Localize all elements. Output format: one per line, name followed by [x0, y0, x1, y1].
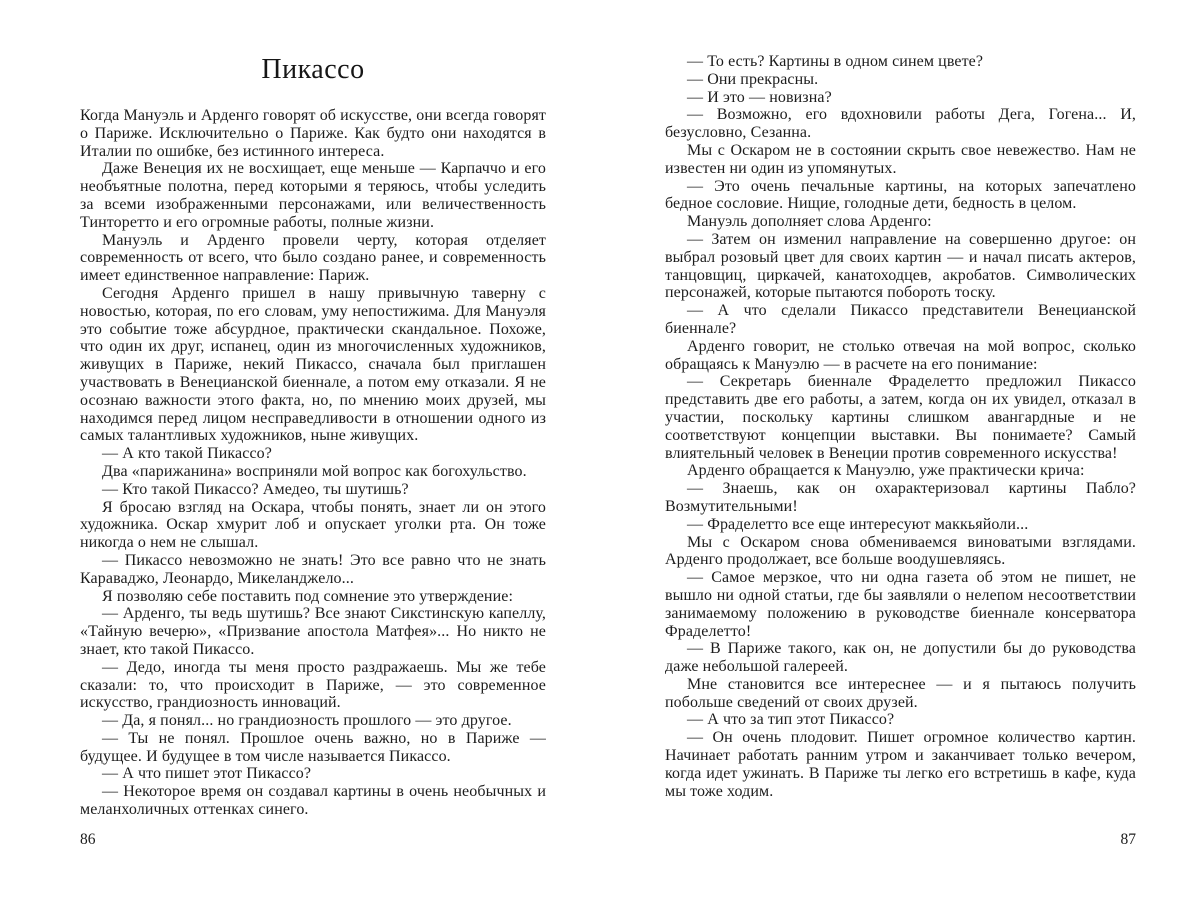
paragraph: Два «парижанина» восприняли мой вопрос как богохульство. [102, 462, 527, 480]
paragraph: — Секретарь биеннале Фраделетто предложил Пикассо представить две его работы, а затем, когда он их увидел, отказал в участии, поскольку картины слишком авангардные и не соответствуют концепции выставки. Вы понимаете? Самый влиятельный человек в Венеции против современного искусства! [665, 373, 1136, 462]
paragraph: — А кто такой Пикассо? [102, 445, 272, 463]
paragraph: Мне становится все интереснее — и я пытаюсь получить побольше сведений от своих друзей. [665, 675, 1136, 711]
paragraph: — Это очень печальные картины, на которых запечатлено бедное сословие. Нищие, голодные дети, бедность в целом. [665, 177, 1136, 213]
paragraph: Мануэль дополняет слова Арденго: [687, 213, 932, 231]
paragraph: Когда Мануэль и Арденго говорят об искусстве, они всегда говорят о Париже. Исключительно о Париже. Как будто они находятся в Италии по ошибке, без истинного интереса. [80, 107, 546, 160]
paragraph: Арденго обращается к Мануэлю, уже практически крича: [687, 462, 1085, 480]
paragraph: — Возможно, его вдохновили работы Дега, Гогена... И, безусловно, Сезанна. [665, 106, 1136, 142]
paragraph: — Они прекрасны. [687, 70, 819, 88]
paragraph: — Он очень плодовит. Пишет огромное количество картин. Начинает работать ранним утром и заканчивает только вечером, когда идет ужинать. В Париже ты легко его встретишь в кафе, куда мы тоже ходим. [665, 729, 1136, 800]
paragraph: — Пикассо невозможно не знать! Это все равно что не знать Караваджо, Леонардо, Микеланджело... [80, 551, 546, 587]
paragraph: — Самое мерзкое, что ни одна газета об этом не пишет, не вышло ни одной статьи, где бы заявляли о нелепом несоответствии занимаемому положению в руководстве биеннале консерватора Фраделетто! [665, 569, 1136, 640]
paragraph: — Затем он изменил направление на совершенно другое: он выбрал розовый цвет для своих картин — и начал писать актеров, танцовщиц, циркачей, канатоходцев, акробатов. Символических персонажей, которые пытаются побороть тоску. [665, 230, 1136, 302]
chapter-title: Пикассо [261, 54, 365, 85]
page-number-right: 87 [1120, 831, 1136, 848]
paragraph: Мы с Оскаром снова обмениваемся виноватыми взглядами. Арденго продолжает, все больше воодушевляясь. [665, 533, 1136, 569]
paragraph: — А что сделали Пикассо представители Венецианской биеннале? [665, 302, 1136, 337]
page-number-left: 86 [80, 831, 96, 848]
paragraph: Арденго говорит, не столько отвечая на мой вопрос, сколько обращаясь к Мануэлю — в расчете на его понимание: [665, 337, 1136, 373]
page-left-text-column [80, 107, 546, 819]
paragraph: — Фраделетто все еще интересуют маккьяйоли... [687, 515, 1029, 533]
paragraph: — Кто такой Пикассо? Амедео, ты шутишь? [102, 480, 409, 498]
paragraph: Мы с Оскаром не в состоянии скрыть свое невежество. Нам не известен ни один из упомянутых. [665, 141, 1136, 177]
paragraph: — Да, я понял... но грандиозность прошлого — это другое. [102, 712, 512, 730]
paragraph: Сегодня Арденго пришел в нашу привычную таверну с новостью, которая, по его словам, уму непостижима. Для Мануэля это событие тоже абсурдное, практически скандальное. Похоже, что один их друг, испанец, один из многочисленных художников, живущих в Париже, некий Пикассо, сначала был приглашен участвовать в Венецианской биеннале, а потом ему отказали. Я не осознаю важности этого факта, но, по мнению моих друзей, мы находимся перед лицом несправедливости в отношении одного из самых талантливых художников, ныне живущих. [80, 284, 546, 445]
paragraph: — Арденго, ты ведь шутишь? Все знают Сикстинскую капеллу, «Тайную вечерю», «Призвание апостола Матфея»... Но никто не знает, кто такой Пикассо. [80, 605, 546, 658]
paragraph: Даже Венеция их не восхищает, еще меньше — Карпаччо и его необъятные полотна, перед которыми я теряюсь, чтобы уследить за всеми изображенными персонажами, или величественность Тинторетто и его огромные работы, полные жизни. [80, 160, 546, 231]
paragraph: — То есть? Картины в одном синем цвете? [687, 53, 984, 70]
paragraph: Я позволяю себе поставить под сомнение это утверждение: [102, 587, 513, 605]
paragraph: — И это — новизна? [687, 88, 832, 106]
paragraph: — В Париже такого, как он, не допустили бы до руководства даже небольшой галереей. [665, 640, 1136, 676]
page-right-text-column [665, 53, 1136, 800]
paragraph: Мануэль и Арденго провели черту, которая отделяет современность от всего, что было создано ранее, и современность имеет единственное направление: Париж. [80, 231, 546, 285]
paragraph: — Ты не понял. Прошлое очень важно, но в Париже — будущее. И будущее в том числе называется Пикассо. [80, 729, 546, 765]
paragraph: — Дедо, иногда ты меня просто раздражаешь. Мы же тебе сказали: то, что происходит в Париже, — это современное искусство, грандиозность инноваций. [80, 658, 546, 712]
paragraph: — Некоторое время он создавал картины в очень необычных и меланхоличных оттенках синего. [80, 783, 546, 819]
paragraph: — Знаешь, как он охарактеризовал картины Пабло? Возмутительными! [665, 480, 1136, 515]
paragraph: Я бросаю взгляд на Оскара, чтобы понять, знает ли он этого художника. Оскар хмурит лоб и опускает уголки рта. Он тоже никогда о нем не слышал. [80, 498, 546, 552]
paragraph: — А что за тип этот Пикассо? [687, 711, 895, 729]
paragraph: — А что пишет этот Пикассо? [102, 765, 312, 783]
